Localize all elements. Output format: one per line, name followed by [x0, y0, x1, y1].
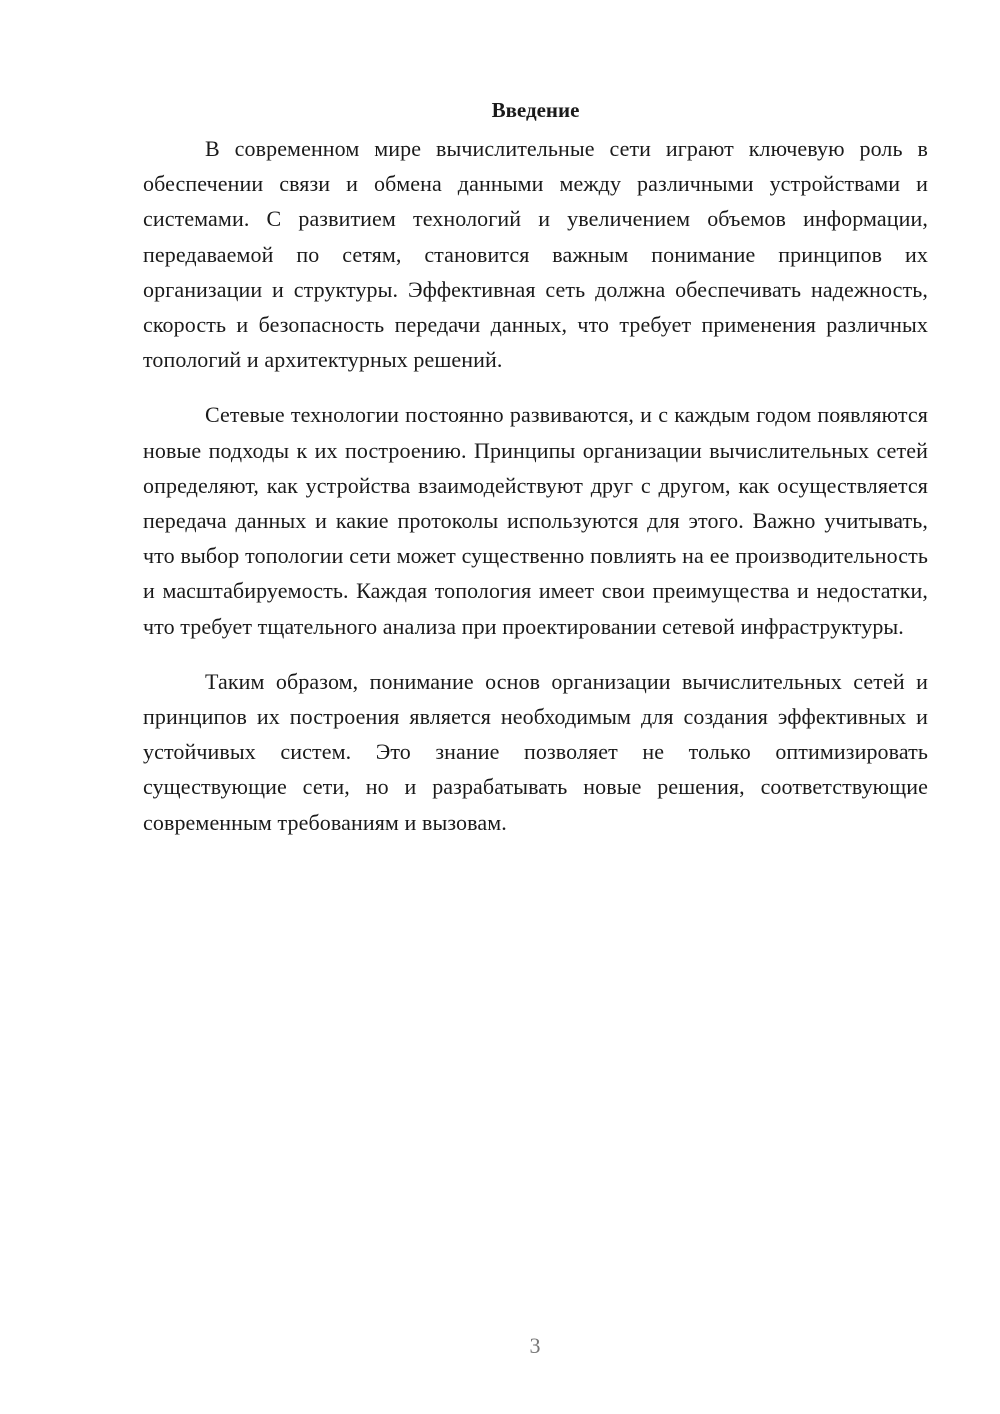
page-content: [143, 92, 928, 860]
page-number: 3: [529, 1333, 541, 1358]
section-title: Введение: [491, 98, 580, 122]
paragraph-2: Сетевые технологии постоянно развиваются, и с каждым годом появляются новые подходы к их построению. Принципы организации вычислительных сетей определяют, как устройства взаимодействуют друг с другом, как осуществляется передача данных и какие протоколы используются для этого. Важно учитывать, что выбор топологии сети может существенно повлиять на ее производительность и масштабируемость. Каждая топология имеет свои преимущества и недостатки, что требует тщательного анализа при проектировании сетевой инфраструктуры.: [143, 402, 928, 639]
paragraph-3: Таким образом, понимание основ организации вычислительных сетей и принципов их построения является необходимым для создания эффективных и устойчивых систем. Это знание позволяет не только оптимизировать существующие сети, но и разрабатывать новые решения, соответствующие современным требованиям и вызовам.: [143, 668, 928, 835]
paragraph-1: В современном мире вычислительные сети играют ключевую роль в обеспечении связи и обмена данными между различными устройствами и системами. С развитием технологий и увеличением объемов информации, передаваемой по сетям, становится важным понимание принципов их организации и структуры. Эффективная сеть должна обеспечивать надежность, скорость и безопасность передачи данных, что требует применения различных топологий и архитектурных решений.: [143, 136, 928, 373]
